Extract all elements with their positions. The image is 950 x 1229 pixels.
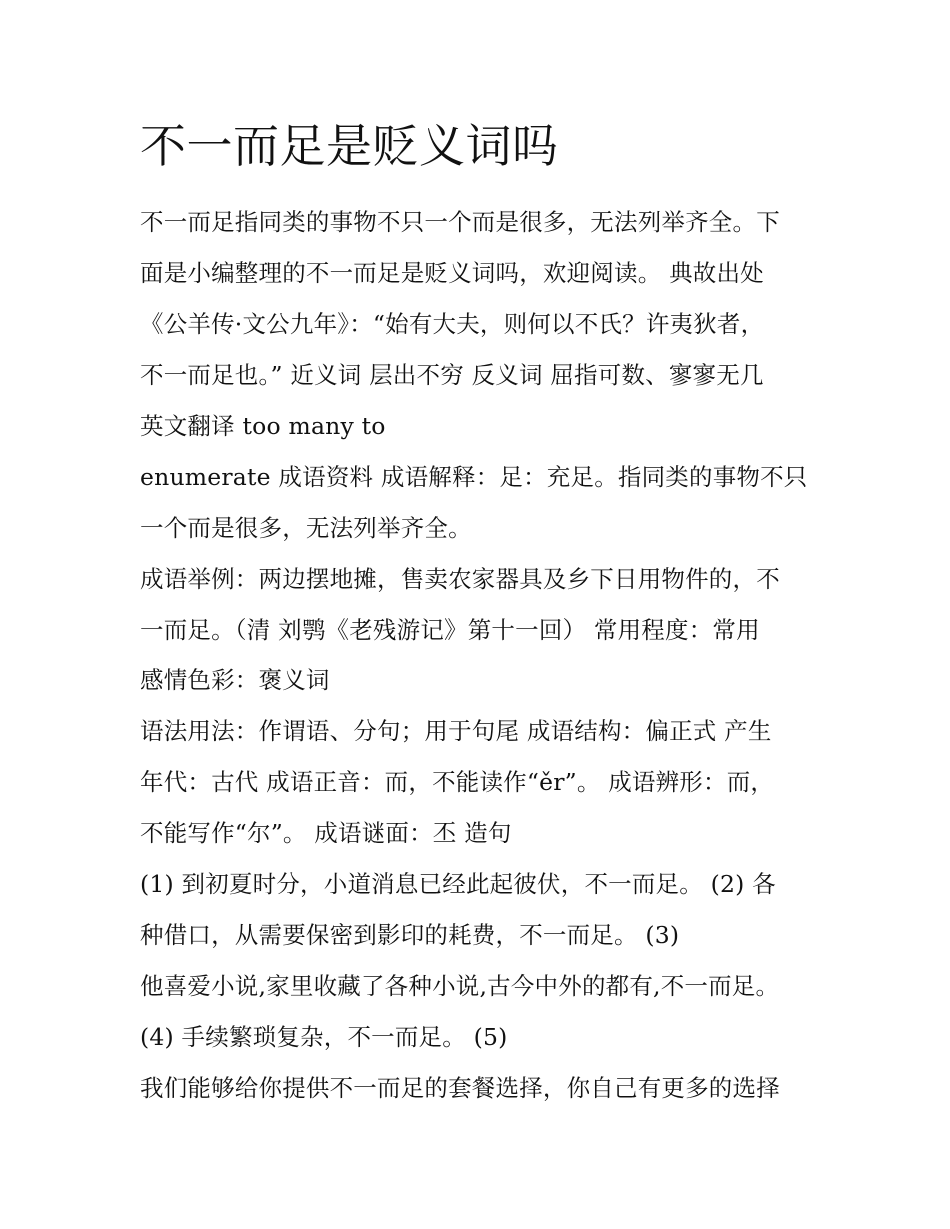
body-line-9: 一而足。（清 刘鹗《老残游记》第十一回） 常用程度：常用 [140,616,760,644]
body-line-15: 种借口，从需要保密到影印的耗费，不一而足。 (3) [140,921,680,949]
body-line-2: 面是小编整理的不一而足是贬义词吗，欢迎阅读。 典故出处 [140,259,764,287]
body-line-5: 英文翻译 too many to [140,412,386,440]
body-line-8: 成语举例：两边摆地摊，售卖农家器具及乡下日用物件的，不 [140,565,780,593]
body-line-16: 他喜爱小说,家里收藏了各种小说,古今中外的都有,不一而足。 [140,972,780,1000]
body-line-13: 不能写作“尔”。 成语谜面：丕 造句 [140,819,512,847]
body-line-10: 感情色彩：褒义词 [140,666,330,694]
body-line-12: 年代：古代 成语正音：而，不能读作“ěr”。 成语辨形：而， [140,768,775,796]
document-title: 不一而足是贬义词吗 [140,119,559,173]
body-line-18: 我们能够给你提供不一而足的套餐选择，你自己有更多的选择 [140,1074,780,1102]
body-line-4: 不一而足也。” 近义词 层出不穷 反义词 屈指可数、寥寥无几 [140,361,764,389]
body-line-11: 语法用法：作谓语、分句；用于句尾 成语结构：偏正式 产生 [140,717,772,745]
body-line-3: 《公羊传·文公九年》：“始有大夫，则何以不氏？许夷狄者， [140,310,765,338]
body-line-7: 一个而是很多，无法列举齐全。 [140,514,472,542]
body-line-6: enumerate 成语资料 成语解释：足：充足。指同类的事物不只 [140,463,808,491]
body-line-17: (4) 手续繁琐复杂，不一而足。 (5) [140,1023,508,1051]
body-line-14: (1) 到初夏时分，小道消息已经此起彼伏，不一而足。 (2) 各 [140,870,776,898]
body-line-1: 不一而足指同类的事物不只一个而是很多，无法列举齐全。下 [140,208,780,236]
